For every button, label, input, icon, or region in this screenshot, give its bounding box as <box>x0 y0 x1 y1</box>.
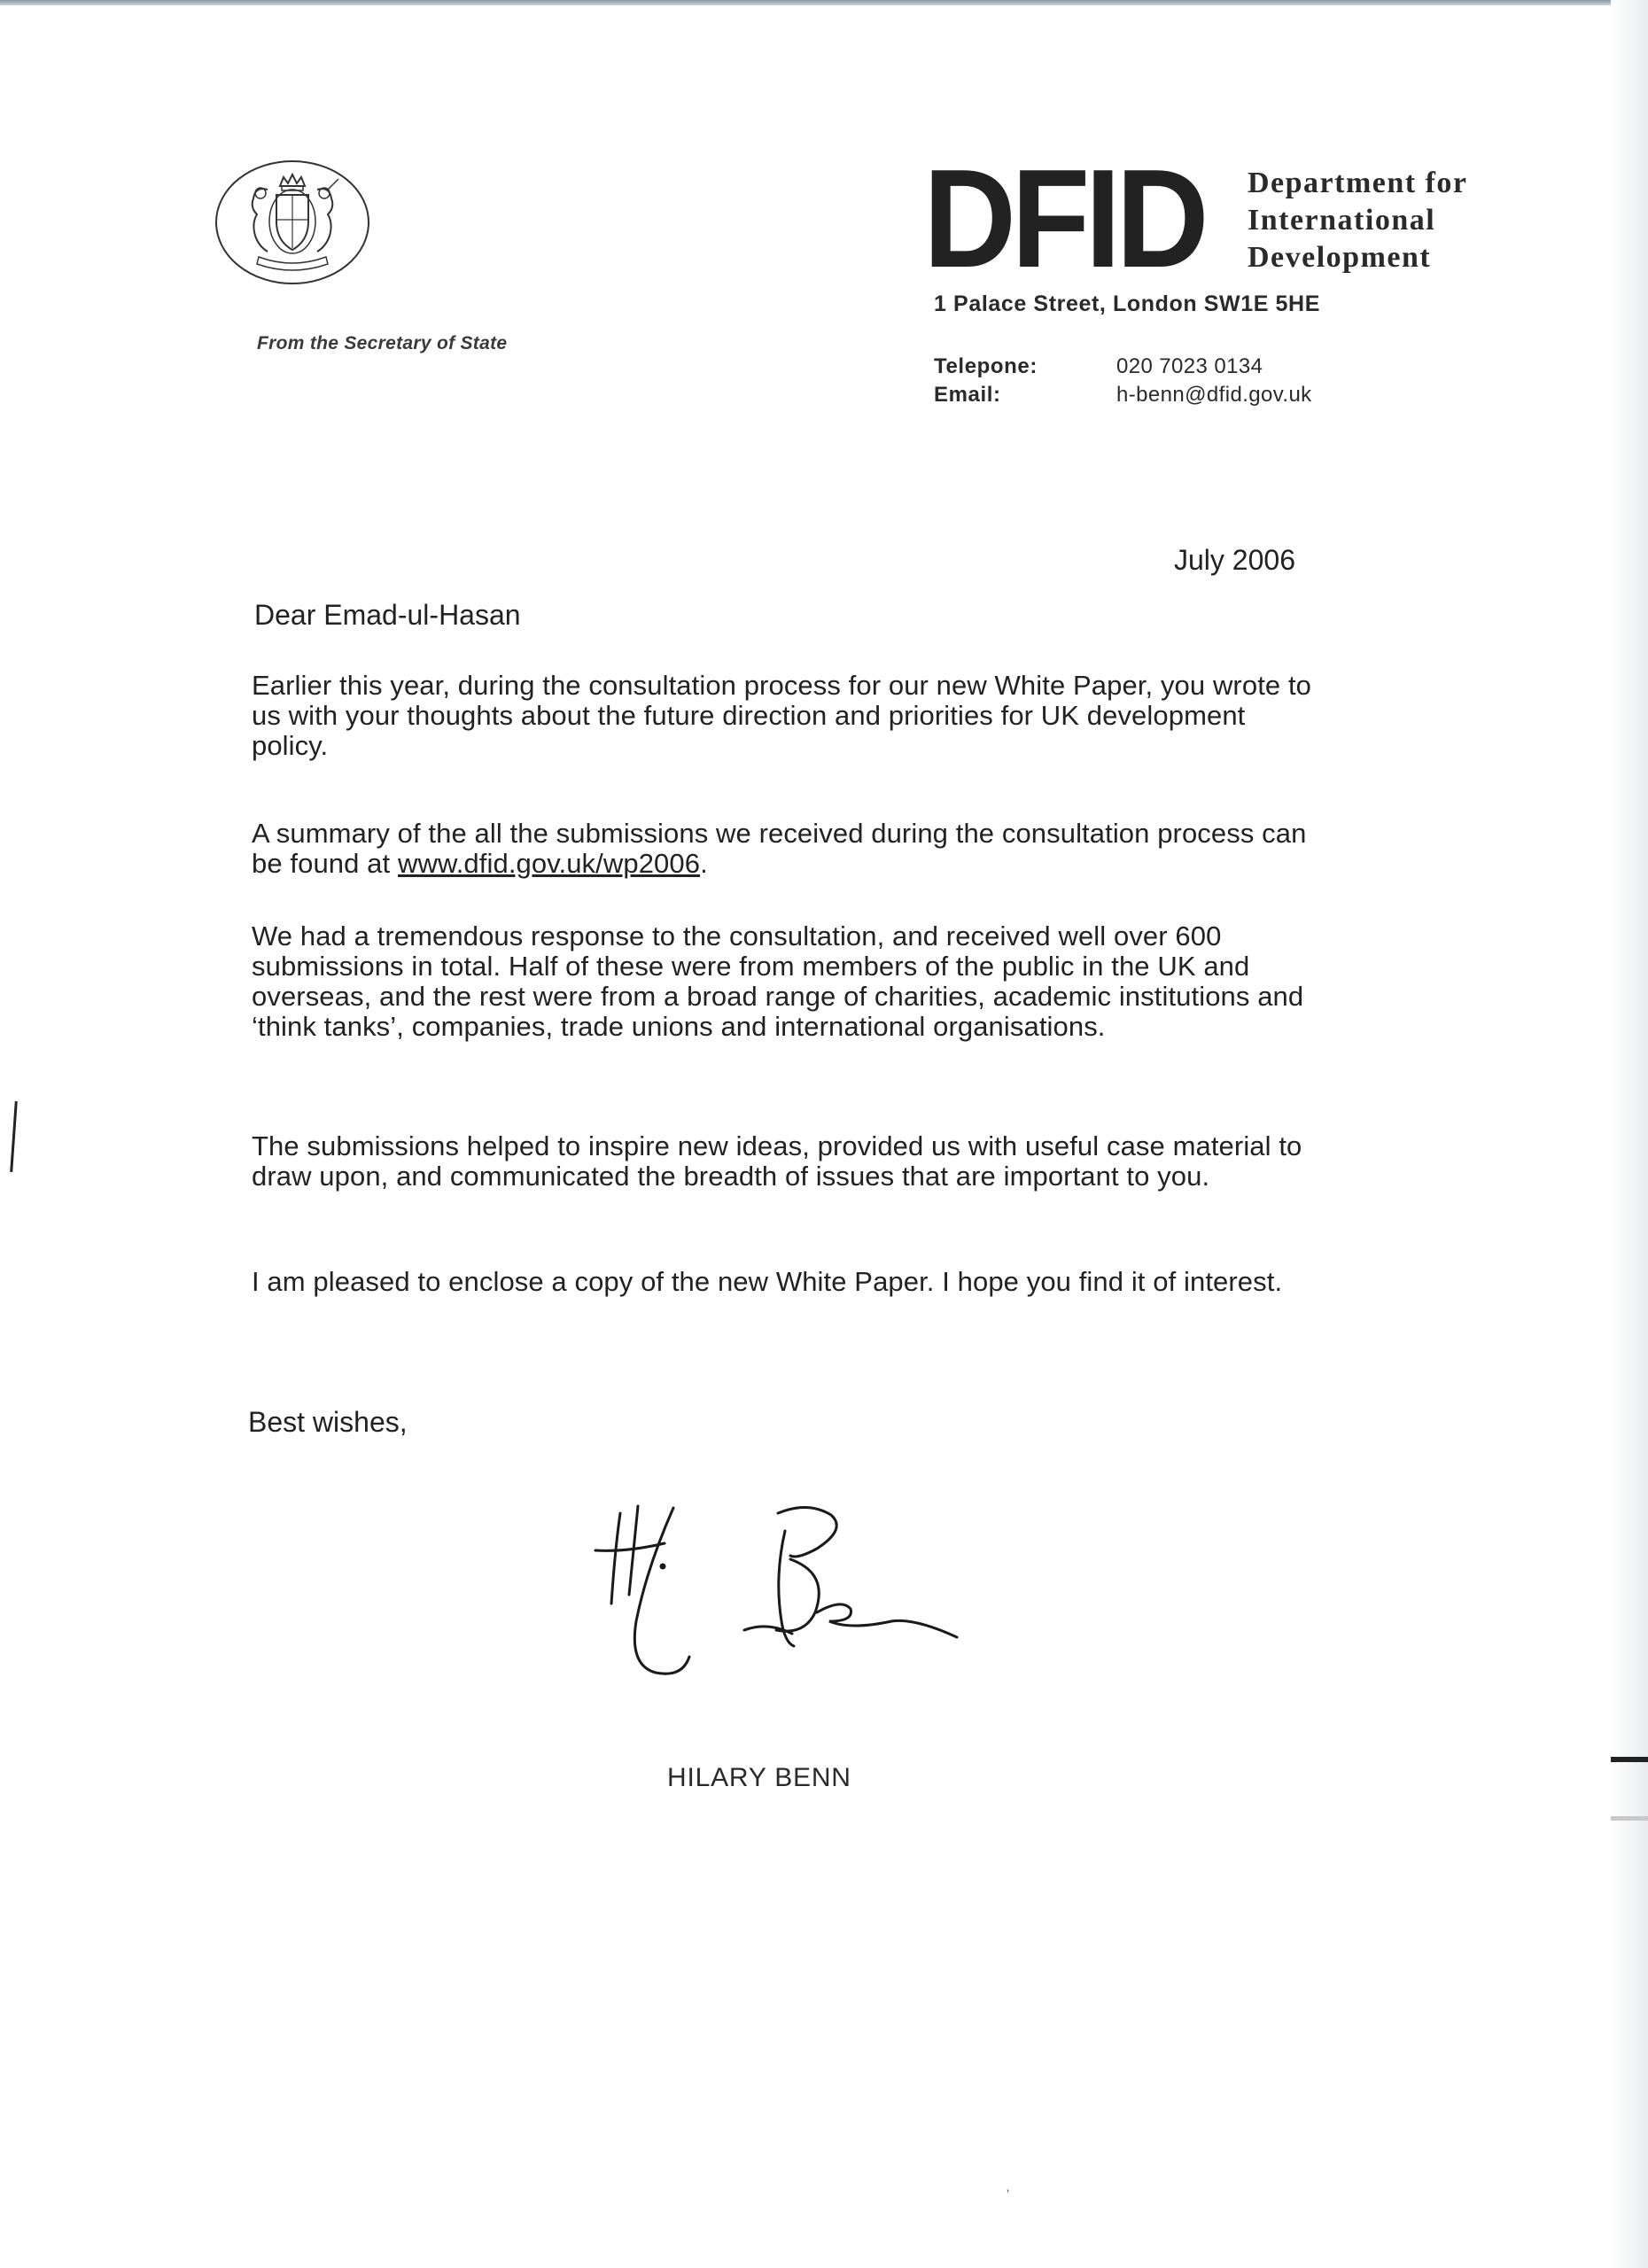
signatory-name: HILARY BENN <box>667 1763 851 1792</box>
paragraph-3: We had a tremendous response to the consultation, and received well over 600 submissions in total. Half of these were from members of the public in the UK and overseas, and the rest were from a broad range of charities, academic institutions and ‘think tanks’, companies, trade unions and international organisations. <box>252 920 1304 1042</box>
department-name <box>1248 165 1468 276</box>
scan-mark-left <box>10 1101 18 1172</box>
contact-details <box>934 353 1312 409</box>
email-label: Email: <box>934 383 1001 407</box>
scan-speck: ’ <box>1007 2186 1010 2201</box>
department-line-1: Department for <box>1248 167 1468 199</box>
closing: Best wishes, <box>248 1406 408 1438</box>
paragraph-4: The submissions helped to inspire new ideas, provided us with useful case material to draw upon, and communicated the breadth of issues that are important to you. <box>252 1130 1302 1192</box>
scan-edge-right <box>1611 0 1648 2268</box>
paragraph-1: Earlier this year, during the consultation process for our new White Paper, you wrote to us with your thoughts about the future direction and priorities for UK development policy. <box>252 670 1312 761</box>
from-secretary-of-state: From the Secretary of State <box>257 333 508 353</box>
paragraph-2 <box>252 819 1315 879</box>
scan-mark-right <box>1611 1757 1648 1762</box>
paragraph-2-text: A summary of the all the submissions we received during the consultation process can be found at <box>252 818 1307 879</box>
salutation: Dear Emad-ul-Hasan <box>254 599 521 631</box>
telephone-row <box>934 353 1312 381</box>
paragraph-2-end: . <box>700 848 708 879</box>
white-paper-link[interactable]: www.dfid.gov.uk/wp2006 <box>397 848 701 879</box>
department-line-2: International <box>1248 204 1436 237</box>
telephone-label: Telepone: <box>934 354 1038 378</box>
scan-mark-right-gray <box>1611 1816 1648 1821</box>
email-row <box>934 381 1312 409</box>
scan-edge-top <box>0 0 1648 5</box>
telephone-value: 020 7023 0134 <box>1116 354 1263 378</box>
royal-coat-of-arms-icon <box>214 159 370 285</box>
email-value: h-benn@dfid.gov.uk <box>1116 383 1312 407</box>
letter-date: July 2006 <box>1174 544 1295 576</box>
department-line-3: Development <box>1248 241 1432 274</box>
paragraph-5: I am pleased to enclose a copy of the new White Paper. I hope you find it of interest. <box>252 1266 1283 1297</box>
handwritten-signature <box>585 1488 975 1719</box>
dfid-logo: DFID <box>923 141 1205 297</box>
department-address: 1 Palace Street, London SW1E 5HE <box>934 291 1320 316</box>
